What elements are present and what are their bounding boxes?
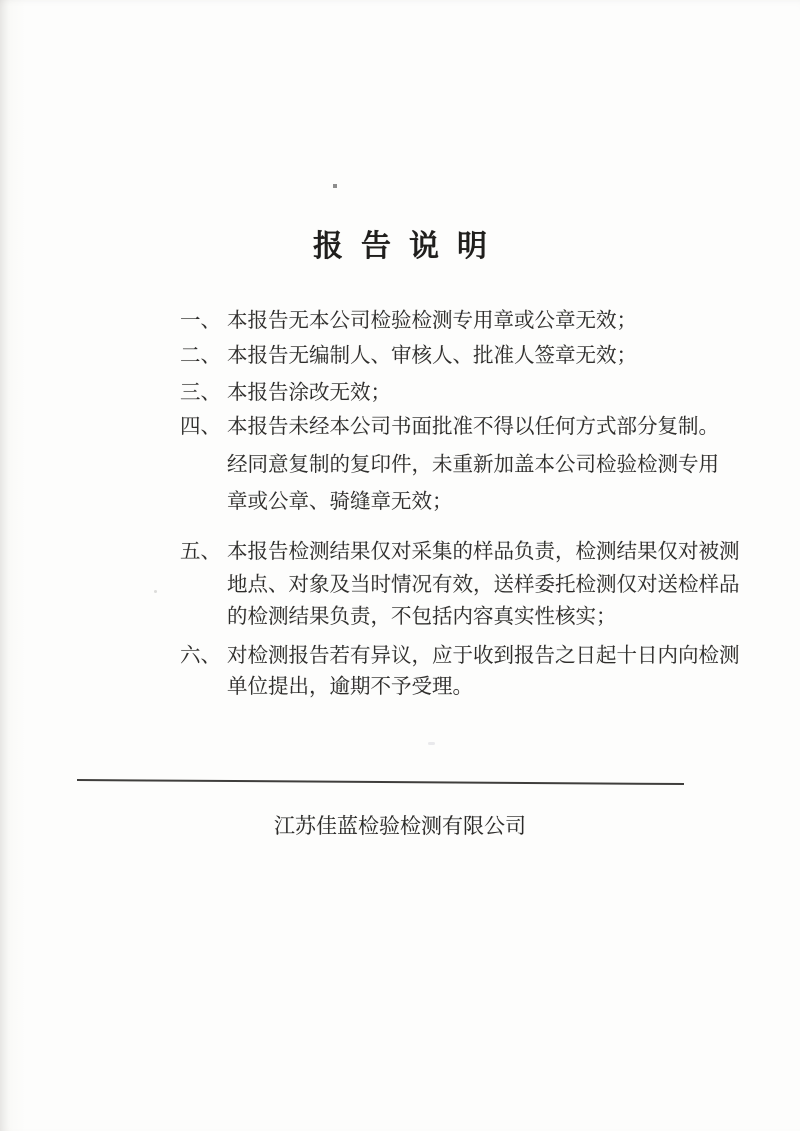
note-line: 单位提出，逾期不予受理。 — [227, 676, 473, 698]
note-line: 对检测报告若有异议，应于收到报告之日起十日内向检测 — [227, 645, 740, 667]
note-text — [227, 409, 720, 522]
note-line: 地点、对象及当时情况有效，送样委托检测仅对送检样品 — [227, 573, 740, 596]
note-text — [227, 344, 720, 368]
note-line: 本报告涂改无效； — [227, 382, 391, 404]
report-note-item-1 — [180, 309, 720, 333]
note-number: 五、 — [180, 541, 221, 563]
report-note-item-5 — [180, 536, 740, 634]
note-line: 本报告检测结果仅对采集的样品负责，检测结果仅对被测 — [227, 541, 740, 563]
report-note-item-2 — [180, 344, 720, 368]
note-text — [227, 309, 720, 333]
report-note-item-3 — [180, 381, 720, 405]
note-text — [227, 381, 720, 405]
note-number: 三、 — [180, 382, 221, 404]
report-note-item-4 — [180, 409, 720, 522]
note-line: 章或公章、骑缝章无效； — [227, 491, 453, 513]
note-line: 经同意复制的复印件，未重新加盖本公司检验检测专用 — [227, 453, 719, 476]
note-line: 本报告无编制人、审核人、批准人签章无效； — [227, 345, 637, 367]
note-line: 本报告无本公司检验检测专用章或公章无效； — [227, 310, 637, 332]
note-line: 本报告未经本公司书面批准不得以任何方式部分复制。 — [227, 416, 719, 438]
company-name: 江苏佳蓝检验检测有限公司 — [274, 814, 526, 838]
note-text — [227, 536, 740, 634]
note-number: 二、 — [180, 345, 221, 367]
page-title: 报告说明 — [313, 230, 505, 263]
report-note-item-6 — [180, 641, 740, 703]
note-number: 一、 — [180, 310, 221, 332]
note-number: 四、 — [180, 416, 221, 438]
note-text — [227, 641, 740, 703]
note-number: 六、 — [180, 645, 221, 667]
note-line: 的检测结果负责，不包括内容真实性核实； — [227, 606, 617, 628]
